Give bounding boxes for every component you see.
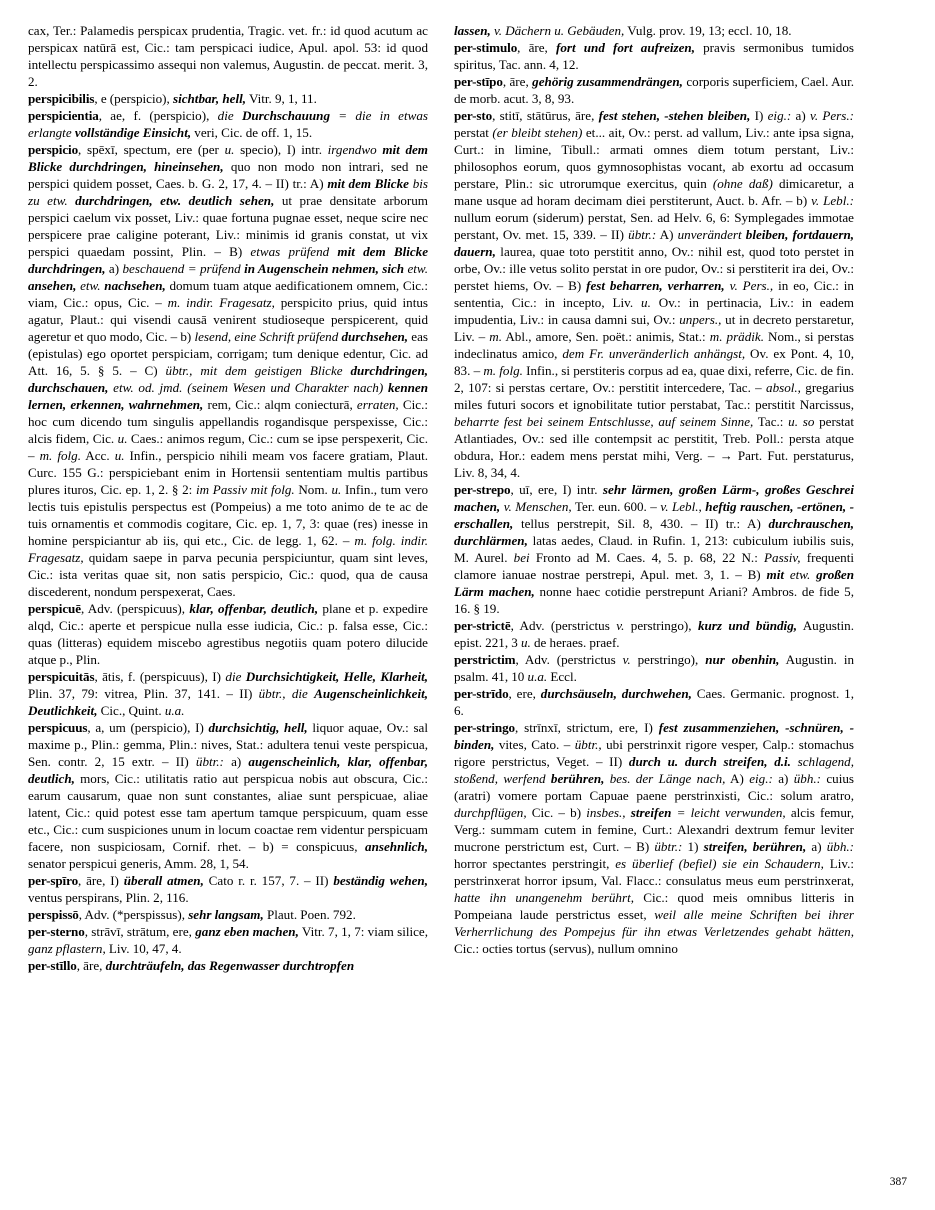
page-number: 387 — [889, 1176, 907, 1188]
dictionary-entry: per-stringo, strīnxī, strictum, ere, I) fest zusammenziehen, -schnüren, -binden, vites, Cato. – übtr., ubi perstrinxit rigore vesper, Calp.: stomachus rigore perstrictus, Veget. – II) durch u. durch streifen, d.i. schlagend, stoßend, werfend berühren, bes. der Länge nach, A) eig.: a) übh.: cuius (aratri) vomere portam Capuae paene perstrinxisti, Cic.: solum aratro, durchpflügen, Cic. – b) insbes., streifen = leicht verwunden, alcis femur, Verg.: summam cutem in femine, Curt.: Alexandri dextrum femur leviter mucrone perstrictum est, Curt. – B) übtr.: 1) streifen, berühren, a) übh.: horror spectantes perstringit, es überlief (befiel) sie ein Schaudern, Liv.: perstrinxerat horror ipsum, Val. Flacc.: consulatus meus eum perstrinxerat, hatte ihn unangenehm berührt, Cic.: quod meis omnibus litteris in Pompeiana laude perstrictus esset, weil alle meine Schriften bei ihrer Verherrlichung des Pompejus für ihn etwas Verletzendes gehabt hätten, Cic.: octies tortus (servus), nullum omnino — [454, 720, 855, 956]
dictionary-entry: per-strictē, Adv. (perstrictus v. perstringo), kurz und bündig, Augustin. epist. 221, 3 u. de heraes. praef. — [454, 618, 854, 650]
dictionary-entry: per-stīpo, āre, gehörig zusammendrängen, corporis superficiem, Cael. Aur. de morb. acut. 3, 8, 93. — [454, 74, 854, 106]
dictionary-entry: perspicio, spēxī, spectum, ere (per u. specio), I) intr. irgendwo mit dem Blicke durchdringen, hineinsehen, quo non modo non intrari, sed ne perspici quidem posset, Caes. b. G. 2, 17, 4. – II) tr.: A) mit dem Blicke bis zu etw. durchdringen, etw. deutlich sehen, ut prae densitate arborum perspici caelum vix posset, Liv.: quae fortuna pugnae esset, neque scire nec perspicere prae caligine poterant, Liv.: minimis id granis constat, ut vix perspici quaedam possint, Plin. – B) etwas prüfend mit dem Blicke durchdringen, a) beschauend = prüfend in Augenschein nehmen, sich etw. ansehen, etw. nachsehen, domum tuam atque aedificationem omnem, Cic.: viam, Cic.: opus, Cic. – m. indir. Fragesatz, perspicito prius, quid intus agatur, Plaut.: qui visendi causā venirent studioseque perspicerent, quid ageretur et quo modo, Cic. – b) lesend, eine Schrift prüfend durchsehen, eas (epistulas) ego oportet perspiciam, corrigam; tum denique edentur, Cic. ad Att. 16, 5. § 5. – C) übtr., mit dem geistigen Blicke durchdringen, durchschauen, etw. od. jmd. (seinem Wesen und Charakter nach) kennen lernen, erkennen, wahrnehmen, rem, Cic.: alqm coniecturā, erraten, Cic.: hoc cum dicendo tum singulis appellandis rogandisque perspexisse, Cic.: alcis fidem, Cic. u. Caes.: animos regum, Cic.: cum se ipse perspexerit, Cic. – m. folg. Acc. u. Infin., perspicio nihili meam vos facere gratiam, Plaut. Curc. 155 G.: perspiciebant enim in Hortensii sententiam multis partibus plures ituros, Cic. ep. 1, 2. § 2: im Passiv mit folg. Nom. u. Infin., tum vero lectis tuis epistulis perspectus est (Pompeius) a me toto animo de te ac de tuis ornamentis et commodis cogitare, Cic. ep. 1, 7, 3: quae (res) inesse in homine perspiciantur ab iis, qui etc., Cic. de legg. 1, 62. – m. folg. indir. Fragesatz, quidam saepe in parva pecunia perspiciuntur, quam sint leves, Cic.: ista veritas quae sit, non satis perspicio, Cic.: quod, qua de causa discederent, nondum perspexerat, Caes. — [28, 142, 429, 599]
right-column — [454, 22, 854, 974]
dictionary-entry: per-sto, stitī, stātūrus, āre, fest stehen, -stehen bleiben, I) eig.: a) v. Pers.: perstat (er bleibt stehen) et... ait, Ov.: perst. ad vallum, Liv.: ante ipsa signa, Curt.: in limine, Tibull.: armati omnes diem totum perstant, Liv.: philosophos eorum, quos gymnosophistas vocant, ab exortu ad occasum perstare, Plin.: sic utrorumque exercitus, quin (ohne daß) dimicaretur, a mane usque ad horam decimam diei perstiterunt, Auct. b. Afr. – b) v. Lebl.: nullum eorum (siderum) perstat, Sen. ad Helv. 6, 6: Symplegades immotae perstant, Ov. met. 15, 339. – II) übtr.: A) unverändert bleiben, fortdauern, dauern, laurea, quae toto perstitit anno, Ov.: nihil est, quod toto perstet in orbe, Ov.: ille vetus solito perstat in ore pudor, Ov.: si perstiterit ira dei, Ov.: perstet hiems, Ov. – B) fest beharren, verharren, v. Pers., in eo, Cic.: in sententia, Cic.: in incepto, Liv. u. Ov.: in pertinacia, Liv.: in eadem impudentia, Liv.: in causa damni sui, Ov.: unpers., ut in decreto perstaretur, Liv. – m. Abl., amore, Sen. poët.: animis, Stat.: m. prädik. Nom., si perstas indeclinatus amico, dem Fr. unveränderlich anhängst, Ov. ex Pont. 4, 10, 83. – m. folg. Infin., si perstiteris corpus ad ea, quae dixi, referre, Cic. de fin. 2, 107: si perstas certare, Ov.: perstitit intercedere, Tac. – absol., gregarius miles futuri socors et ignobilitate tutior perstabat, Tac.: perstitit Narcissus, beharrte fest bei seinem Entschlusse, auf seinem Sinne, Tac.: u. so perstat Atlantiades, Ov.: sed ille contempsit ac perstitit, Treb. Poll.: persta atque obdura, Hor.: eadem mens perstat mihi, Verg. – → Part. Fut. perstaturus, Liv. 8, 34, 4. — [454, 108, 855, 480]
dictionary-entry: per-strepo, uī, ere, I) intr. sehr lärmen, großen Lärm-, großes Geschrei machen, v. Menschen, Ter. eun. 600. – v. Lebl., heftig rauschen, -ertönen, -erschallen, tellus perstrepit, Sil. 8, 430. – II) tr.: A) durchrauschen, durchlärmen, latas aedes, Claud. in Rufin. 1, 213: cubiculum iubilis suis, M. Aurel. bei Fronto ad M. Caes. 4, 5. p. 68, 22 N.: Passiv, frequenti clamore ianuae nostrae perstrepi, Apul. met. 3, 1. – B) mit etw. großen Lärm machen, nonne haec cotidie perstrepunt Ariani? Ambros. de fide 5, 16. § 19. — [454, 482, 854, 616]
dictionary-entry: perspicuitās, ātis, f. (perspicuus), I) die Durchsichtigkeit, Helle, Klarheit, Plin. 37, 79: vitrea, Plin. 37, 141. – II) übtr., die Augenscheinlichkeit, Deutlichkeit, Cic., Quint. u.a. — [28, 669, 429, 718]
dictionary-entry: perspicientia, ae, f. (perspicio), die Durchschauung = die in etwas erlangte vollständige Einsicht, veri, Cic. de off. 1, 15. — [28, 108, 428, 140]
dictionary-entry: perstrictim, Adv. (perstrictus v. perstringo), nur obenhin, Augustin. in psalm. 41, 10 u.a. Eccl. — [454, 652, 854, 684]
dictionary-entry: perspissō, Adv. (*perspissus), sehr langsam, Plaut. Poen. 792. — [28, 907, 356, 922]
dictionary-entry: per-stimulo, āre, fort und fort aufreizen, pravis sermonibus tumidos spiritus, Tac. ann. 4, 12. — [454, 40, 854, 72]
dictionary-entry: per-stīllo, āre, durchträufeln, das Regenwasser durchtropfen — [28, 958, 355, 973]
dictionary-entry: cax, Ter.: Palamedis perspicax prudentia, Tragic. vet. fr.: id quod acutum ac perspicax natūrā est, Cic.: tam perspicaci iudice, Apul. apol. 53: id quod intellectu perspicassimo assequi non valemus, Augustin. de peccat. merit. 3, 2. — [28, 23, 428, 89]
dictionary-entry: lassen, v. Dächern u. Gebäuden, Vulg. prov. 19, 13; eccl. 10, 18. — [454, 23, 792, 38]
dictionary-entry: per-sterno, strāvī, strātum, ere, ganz eben machen, Vitr. 7, 1, 7: viam silice, ganz pflastern, Liv. 10, 47, 4. — [28, 924, 429, 956]
dictionary-entry: per-strīdo, ere, durchsäuseln, durchwehen, Caes. Germanic. prognost. 1, 6. — [454, 686, 854, 718]
dictionary-entry: per-spīro, āre, I) überall atmen, Cato r. r. 157, 7. – II) beständig wehen, ventus perspirans, Plin. 2, 116. — [28, 873, 428, 905]
left-column — [28, 22, 428, 974]
page-columns — [28, 22, 907, 974]
dictionary-entry: perspicibilis, e (perspicio), sichtbar, hell, Vitr. 9, 1, 11. — [28, 91, 317, 106]
dictionary-entry: perspicuē, Adv. (perspicuus), klar, offenbar, deutlich, plane et p. expedire alqd, Cic.: aperte et perspicue nulla esse iudicia, Cic.: p. falsa esse, Cic.: quas (litteras) equidem miscebo agrestibus negotiis quam potero dilucide atque p., Plin. — [28, 601, 428, 667]
dictionary-entry: perspicuus, a, um (perspicio), I) durchsichtig, hell, liquor aquae, Ov.: sal maxime p., Plin.: gemma, Plin.: nives, Stat.: adultera tenui veste perspicua, Sen. contr. 2, 15 extr. – II) übtr.: a) augenscheinlich, klar, offenbar, deutlich, mors, Cic.: utilitatis ratio aut perspicua nobis aut obscura, Cic.: earum causarum, quae non sunt constantes, aliae sunt perspicuae, aliae latent, Cic.: quid potest esse tam apertum tamque perspicuum, quam esse etc., Cic.: cum suspiciones unum in locum coactae rem videntur perspicuam facere, non suspiciosam, Cornif. rhet. – b) = conspicuus, ansehnlich, senator perspicui generis, Amm. 28, 1, 54. — [28, 720, 429, 871]
